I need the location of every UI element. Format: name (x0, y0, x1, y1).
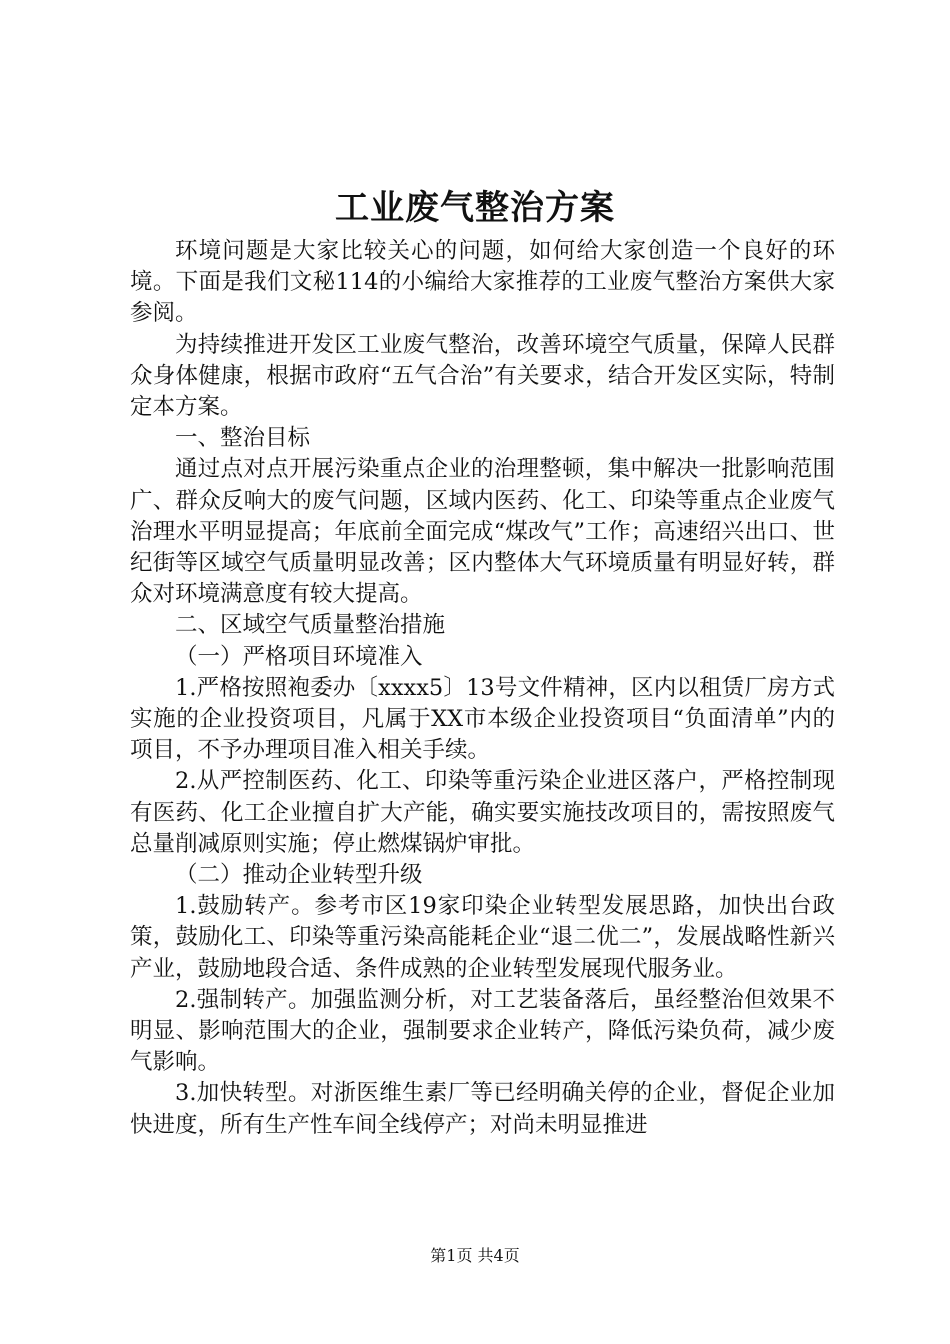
paragraph-transformation-2: 2.强制转产。加强监测分析，对工艺装备落后，虽经整治但效果不明显、影响范围大的企业，强制要求企业转产，降低污染负荷，减少废气影响。 (130, 986, 835, 1076)
section-heading-goals: 一、整治目标 (175, 425, 311, 452)
page-number-footer: 第1页 共4页 (430, 1246, 520, 1265)
paragraph-access-2: 2.从严控制医药、化工、印染等重污染企业进区落户，严格控制现有医药、化工企业擅自扩大产能，确实要实施技改项目的，需按照废气总量削减原则实施；停止燃煤锅炉审批。 (130, 768, 835, 857)
subsection-heading-access: （一）严格项目环境准入 (175, 643, 423, 670)
document-body (130, 236, 835, 1141)
section-heading-measures: 二、区域空气质量整治措施 (175, 612, 446, 639)
paragraph-transformation-1: 1.鼓励转产。参考市区19家印染企业转型发展思路，加快出台政策，鼓励化工、印染等重污染高能耗企业“退二优二”，发展战略性新兴产业，鼓励地段合适、条件成熟的企业转型发展现代服务业。 (130, 893, 835, 982)
paragraph-purpose: 为持续推进开发区工业废气整治，改善环境空气质量，保障人民群众身体健康，根据市政府“五气合治”有关要求，结合开发区实际，特制定本方案。 (130, 331, 835, 421)
subsection-heading-transformation: （二）推动企业转型升级 (175, 862, 423, 889)
paragraph-goals: 通过点对点开展污染重点企业的治理整顿，集中解决一批影响范围广、群众反响大的废气问题，区域内医药、化工、印染等重点企业废气治理水平明显提高；年底前全面完成“煤改气”工作；高速绍兴出口、世纪街等区域空气质量明显改善；区内整体大气环境质量有明显好转，群众对环境满意度有较大提高。 (130, 456, 835, 608)
document-title: 工业废气整治方案 (335, 188, 615, 228)
paragraph-intro: 环境问题是大家比较关心的问题，如何给大家创造一个良好的环境。下面是我们文秘114的小编给大家推荐的工业废气整治方案供大家参阅。 (130, 238, 835, 327)
paragraph-transformation-3: 3.加快转型。对浙医维生素厂等已经明确关停的企业，督促企业加快进度，所有生产性车间全线停产；对尚未明显推进 (130, 1080, 835, 1138)
paragraph-access-1: 1.严格按照袍委办〔xxxx5〕13号文件精神，区内以租赁厂房方式实施的企业投资项目，凡属于XX市本级企业投资项目“负面清单”内的项目，不予办理项目准入相关手续。 (130, 674, 835, 764)
